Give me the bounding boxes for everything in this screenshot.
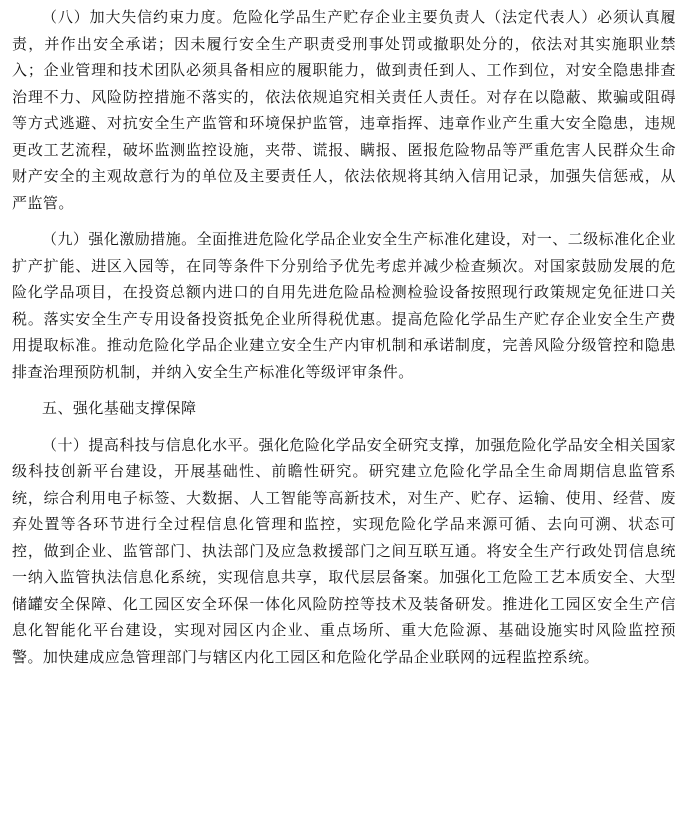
paragraph-8: （八）加大失信约束力度。危险化学品生产贮存企业主要负责人（法定代表人）必须认真履责，并作出安全承诺；因未履行安全生产职责受刑事处罚或撤职处分的，依法对其实施职业禁入；企业管理和技术团队必须具备相应的履职能力，做到责任到人、工作到位，对安全隐患排查治理不力、风险防控措施不落实的，依法依规追究相关责任人责任。对存在以隐蔽、欺骗或阻碍等方式逃避、对抗安全生产监管和环境保护监管，违章指挥、违章作业产生重大安全隐患，违规更改工艺流程，破坏监测监控设施，夹带、谎报、瞒报、匿报危险物品等严重危害人民群众生命财产安全的主观故意行为的单位及主要责任人，依法依规将其纳入信用记录，加强失信惩戒，从严监管。 — [12, 8, 676, 212]
paragraph-10: （十）提高科技与信息化水平。强化危险化学品安全研究支撑，加强危险化学品安全相关国家级科技创新平台建设，开展基础性、前瞻性研究。研究建立危险化学品全生命周期信息监管系统，综合利用电子标签、大数据、人工智能等高新技术，对生产、贮存、运输、使用、经营、废弃处置等各环节进行全过程信息化管理和监控，实现危险化学品来源可循、去向可溯、状态可控，做到企业、监管部门、执法部门及应急救援部门之间互联互通。将安全生产行政处罚信息统一纳入监管执法信息化系统，实现信息共享，取代层层备案。加强化工危险工艺本质安全、大型储罐安全保障、化工园区安全环保一体化风险防控等技术及装备研发。推进化工园区安全生产信息化智能化平台建设，实现对园区内企业、重点场所、重大危险源、基础设施实时风险监控预警。加快建成应急管理部门与辖区内化工园区和危险化学品企业联网的远程监控系统。 — [12, 435, 676, 666]
paragraph-9: （九）强化激励措施。全面推进危险化学品企业安全生产标准化建设，对一、二级标准化企业扩产扩能、进区入园等，在同等条件下分别给予优先考虑并减少检查频次。对国家鼓励发展的危险化学品项目，在投资总额内进口的自用先进危险品检测检验设备按照现行政策规定免征进口关税。落实安全生产专用设备投资抵免企业所得税优惠。提高危险化学品生产贮存企业安全生产费用提取标准。推动危险化学品企业建立安全生产内审机制和承诺制度，完善风险分级管控和隐患排查治理预防机制，并纳入安全生产标准化等级评审条件。 — [12, 230, 676, 381]
section-heading-5: 五、强化基础支撑保障 — [42, 399, 197, 417]
document-page — [12, 4, 676, 670]
